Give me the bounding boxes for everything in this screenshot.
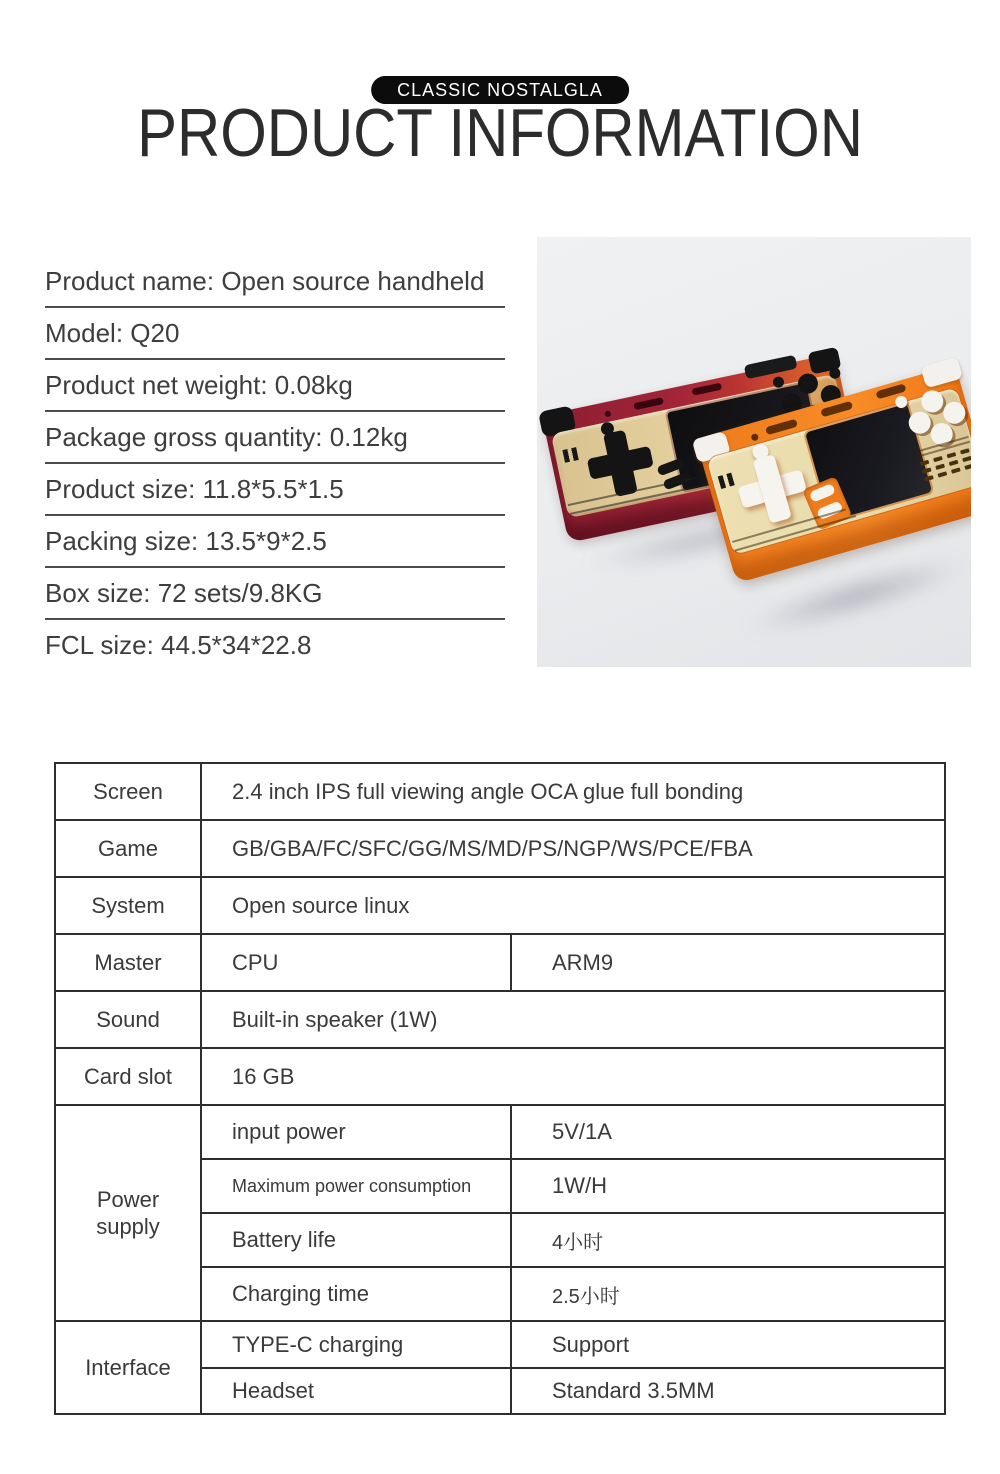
table-row xyxy=(55,1105,945,1159)
row-value: Open source linux xyxy=(201,877,945,934)
row-key: input power xyxy=(201,1105,511,1159)
pause-bars-icon xyxy=(718,473,735,489)
row-value: 1W/H xyxy=(511,1159,945,1213)
row-value: 5V/1A xyxy=(511,1105,945,1159)
row-label: Game xyxy=(55,820,201,877)
row-value: Built-in speaker (1W) xyxy=(201,991,945,1048)
spec-line-gross-quantity: Package gross quantity: 0.12kg xyxy=(45,412,505,464)
row-key: Maximum power consumption xyxy=(201,1159,511,1213)
spec-line-model: Model: Q20 xyxy=(45,308,505,360)
row-key: TYPE-C charging xyxy=(201,1321,511,1368)
row-key: CPU xyxy=(201,934,511,991)
spec-table xyxy=(54,762,946,1415)
row-key: Headset xyxy=(201,1368,511,1414)
table-row xyxy=(55,763,945,820)
spec-line-box-size: Box size: 72 sets/9.8KG xyxy=(45,568,505,620)
table-row xyxy=(55,934,945,991)
table-row xyxy=(55,1321,945,1368)
row-key: Battery life xyxy=(201,1213,511,1267)
pause-bars-icon xyxy=(562,447,578,463)
row-key: Charging time xyxy=(201,1267,511,1321)
table-row xyxy=(55,877,945,934)
row-value: Standard 3.5MM xyxy=(511,1368,945,1414)
row-value: 2.4 inch IPS full viewing angle OCA glue full bonding xyxy=(201,763,945,820)
product-spec-list xyxy=(45,256,505,670)
table-row xyxy=(55,991,945,1048)
row-label: System xyxy=(55,877,201,934)
page-title: PRODUCT INFORMATION xyxy=(137,95,863,171)
row-label: Screen xyxy=(55,763,201,820)
row-value: ARM9 xyxy=(511,934,945,991)
table-row xyxy=(55,1048,945,1105)
spec-line-product-size: Product size: 11.8*5.5*1.5 xyxy=(45,464,505,516)
classic-nostalgia-badge: CLASSIC NOSTALGLA xyxy=(371,76,629,104)
row-label: Card slot xyxy=(55,1048,201,1105)
row-value: 2.5小时 xyxy=(511,1267,945,1321)
spec-line-packing-size: Packing size: 13.5*9*2.5 xyxy=(45,516,505,568)
spec-line-fcl-size: FCL size: 44.5*34*22.8 xyxy=(45,629,312,660)
row-label: Master xyxy=(55,934,201,991)
row-value: GB/GBA/FC/SFC/GG/MS/MD/PS/NGP/WS/PCE/FBA xyxy=(201,820,945,877)
row-label: Sound xyxy=(55,991,201,1048)
table-row xyxy=(55,820,945,877)
row-label-interface: Interface xyxy=(55,1321,201,1414)
row-value: 4小时 xyxy=(511,1213,945,1267)
row-value: 16 GB xyxy=(201,1048,945,1105)
row-label-power-supply: Power supply xyxy=(55,1105,201,1321)
product-photo xyxy=(537,237,971,667)
row-value: Support xyxy=(511,1321,945,1368)
spec-line-net-weight: Product net weight: 0.08kg xyxy=(45,360,505,412)
spec-line-product-name: Product name: Open source handheld xyxy=(45,256,505,308)
